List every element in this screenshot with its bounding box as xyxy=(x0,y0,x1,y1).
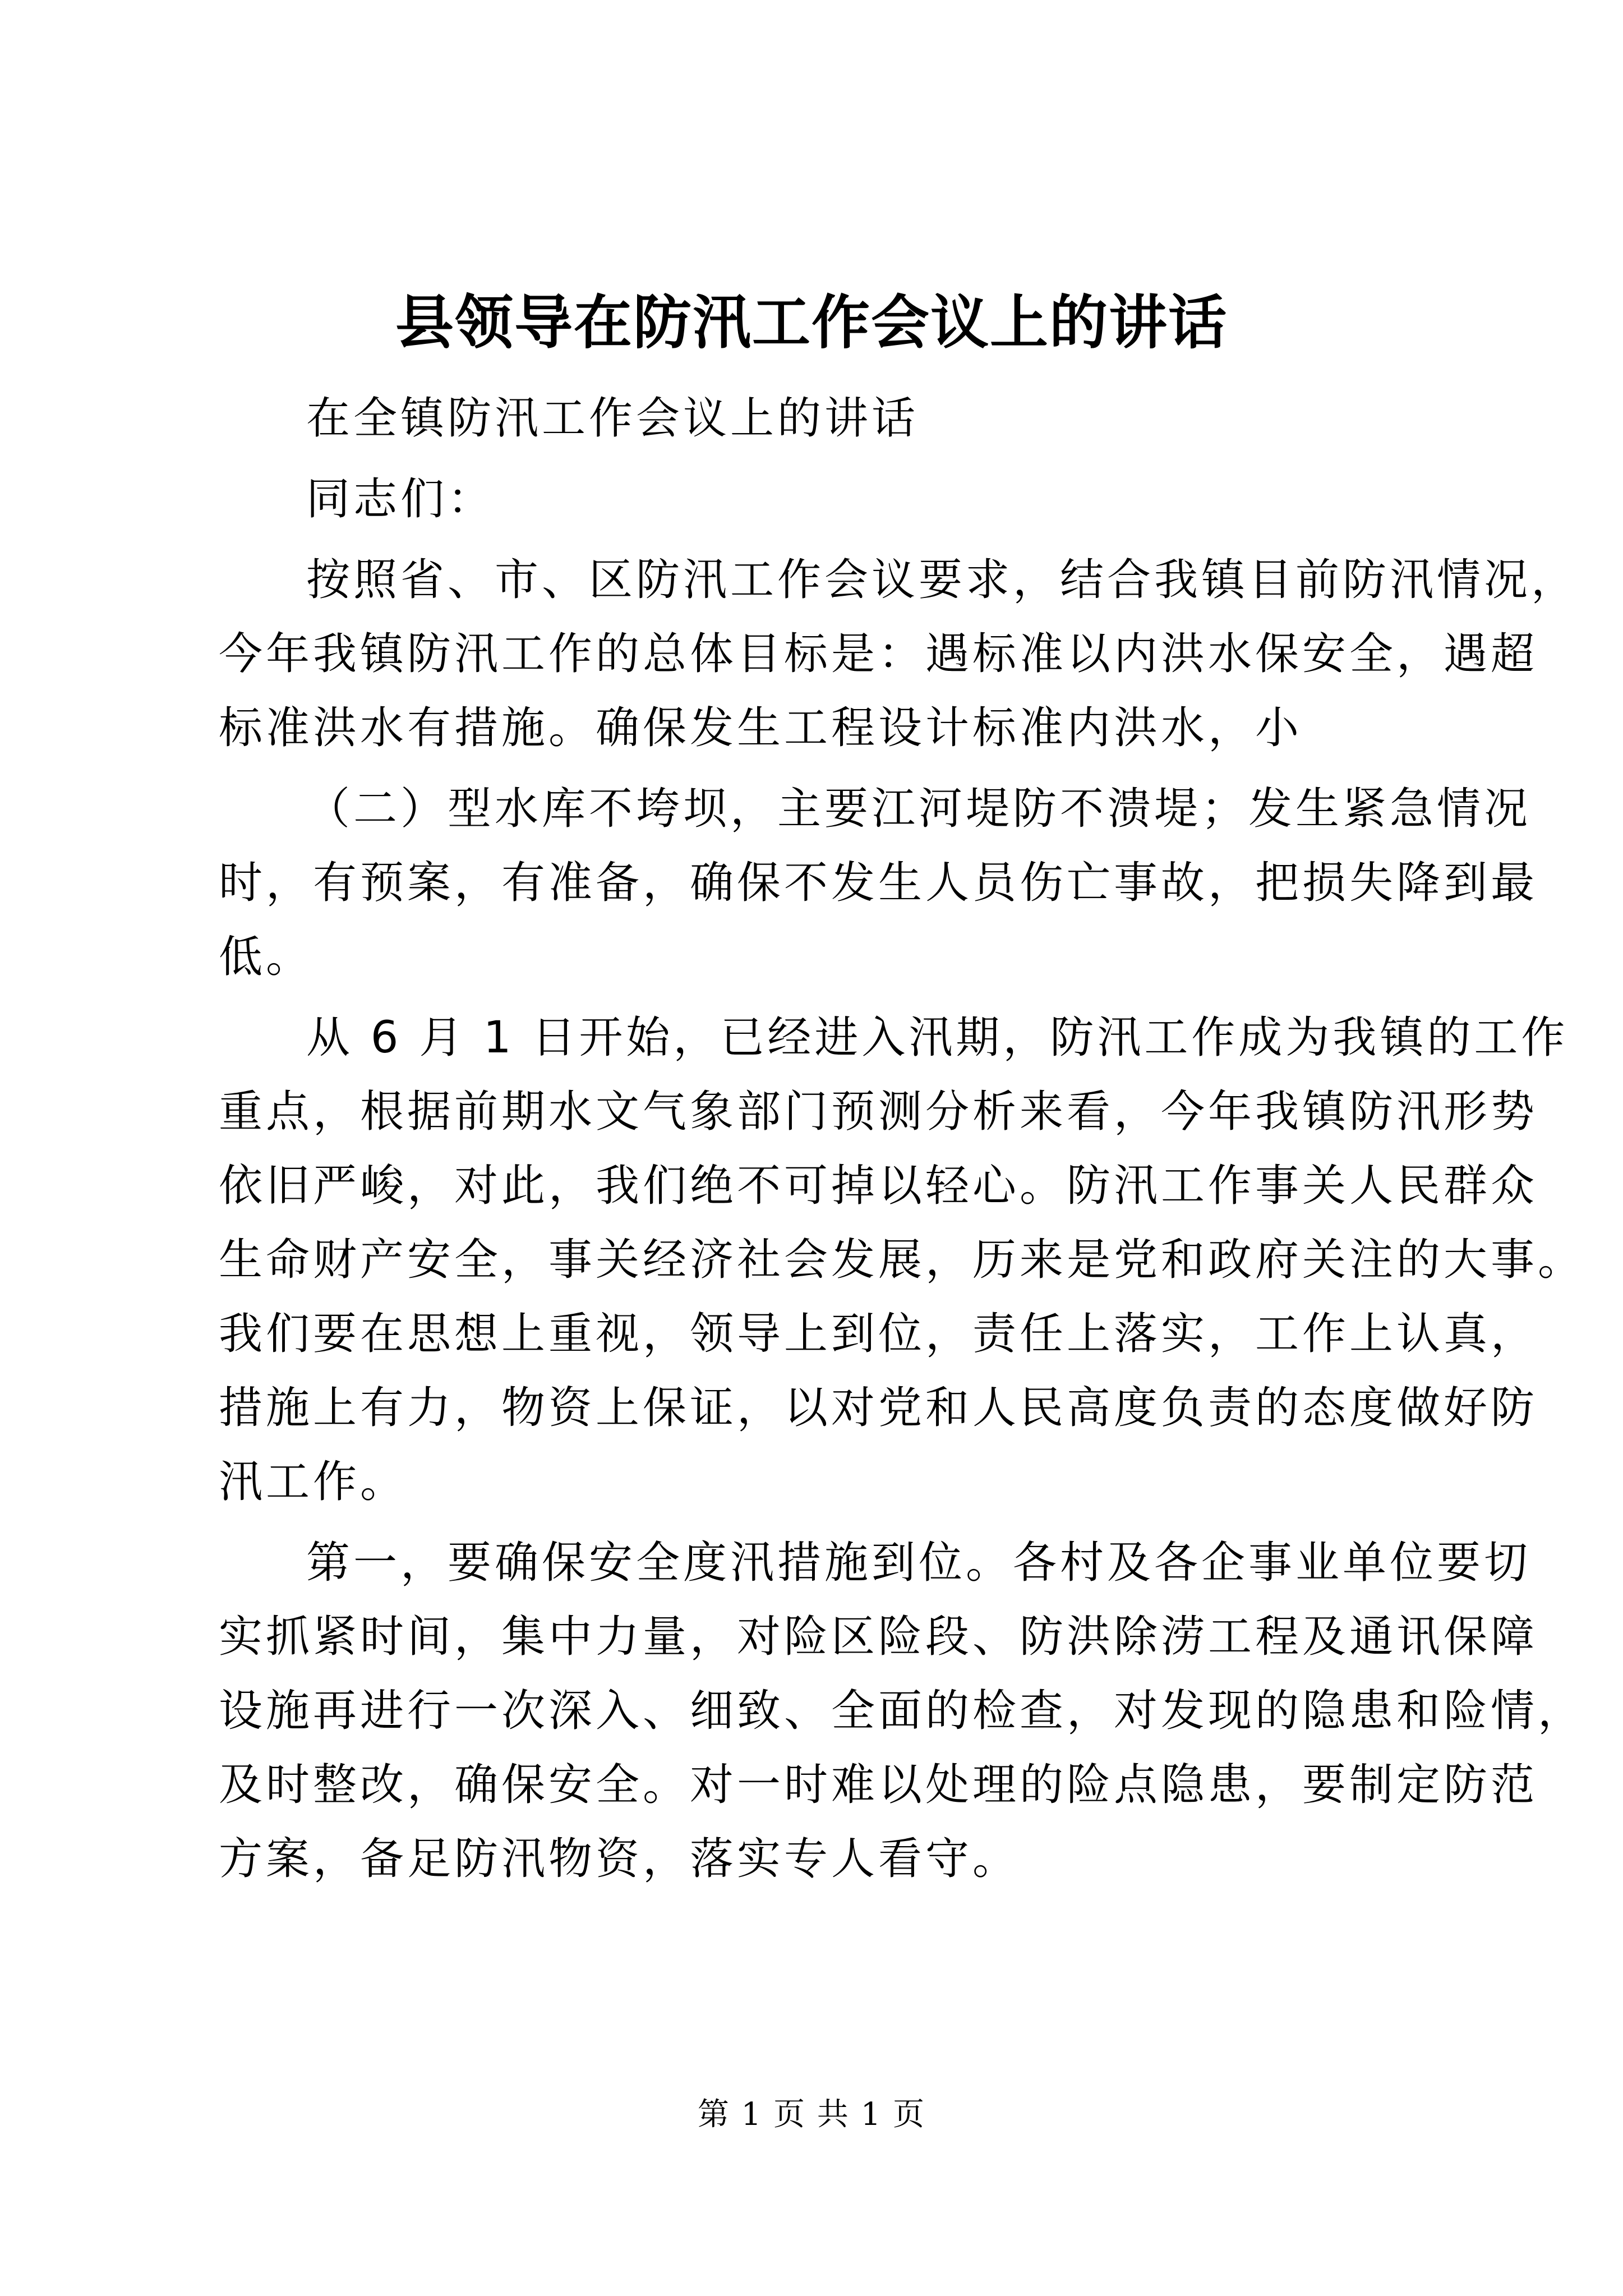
paragraph-2-line-2: 时，有预案，有准备，确保不发生人员伤亡事故，把损失降到最 xyxy=(219,858,1538,908)
paragraph-4-line-5: 方案，备足防汛物资，落实专人看守。 xyxy=(219,1834,1020,1884)
paragraph-4-line-2: 实抓紧时间，集中力量，对险区险段、防洪除涝工程及通讯保障 xyxy=(219,1612,1538,1662)
paragraph-4-line-3: 设施再进行一次深入、细致、全面的检查，对发现的隐患和险情， xyxy=(219,1686,1585,1736)
paragraph-2-line-3: 低。 xyxy=(219,932,313,982)
paragraph-3-line-6: 措施上有力，物资上保证，以对党和人民高度负责的态度做好防 xyxy=(219,1383,1538,1433)
paragraph-3-line-1: 从 6 月 1 日开始，已经进入汛期，防汛工作成为我镇的工作 xyxy=(306,1013,1569,1063)
paragraph-3-line-3: 依旧严峻，对此，我们绝不可掉以轻心。防汛工作事关人民群众 xyxy=(219,1161,1538,1211)
paragraph-3-line-7: 汛工作。 xyxy=(219,1457,408,1507)
paragraph-1-line-3: 标准洪水有措施。确保发生工程设计标准内洪水，小 xyxy=(219,703,1303,753)
paragraph-1-line-1: 按照省、市、区防汛工作会议要求，结合我镇目前防汛情况， xyxy=(306,555,1579,605)
paragraph-3-line-4: 生命财产安全，事关经济社会发展，历来是党和政府关注的大事。 xyxy=(219,1235,1585,1285)
document-body xyxy=(219,381,1585,1896)
paragraph-3-line-5: 我们要在思想上重视，领导上到位，责任上落实，工作上认真， xyxy=(219,1309,1538,1359)
paragraph-2-line-1: （二）型水库不垮坝，主要江河堤防不溃堤；发生紧急情况 xyxy=(306,784,1532,834)
paragraph-3-line-2: 重点，根据前期水文气象部门预测分析来看，今年我镇防汛形势 xyxy=(219,1087,1538,1137)
subtitle-line: 在全镇防汛工作会议上的讲话 xyxy=(306,393,919,444)
paragraph-4-line-4: 及时整改，确保安全。对一时难以处理的险点隐患，要制定防范 xyxy=(219,1760,1538,1810)
paragraph-4-line-1: 第一，要确保安全度汛措施到位。各村及各企事业单位要切 xyxy=(306,1538,1532,1588)
salutation-line: 同志们： xyxy=(306,474,495,524)
document-title: 县领导在防汛工作会议上的讲话 xyxy=(395,288,1228,357)
page-number-footer: 第 1 页 共 1 页 xyxy=(697,2096,926,2133)
paragraph-1-line-2: 今年我镇防汛工作的总体目标是：遇标准以内洪水保安全，遇超 xyxy=(219,629,1538,679)
